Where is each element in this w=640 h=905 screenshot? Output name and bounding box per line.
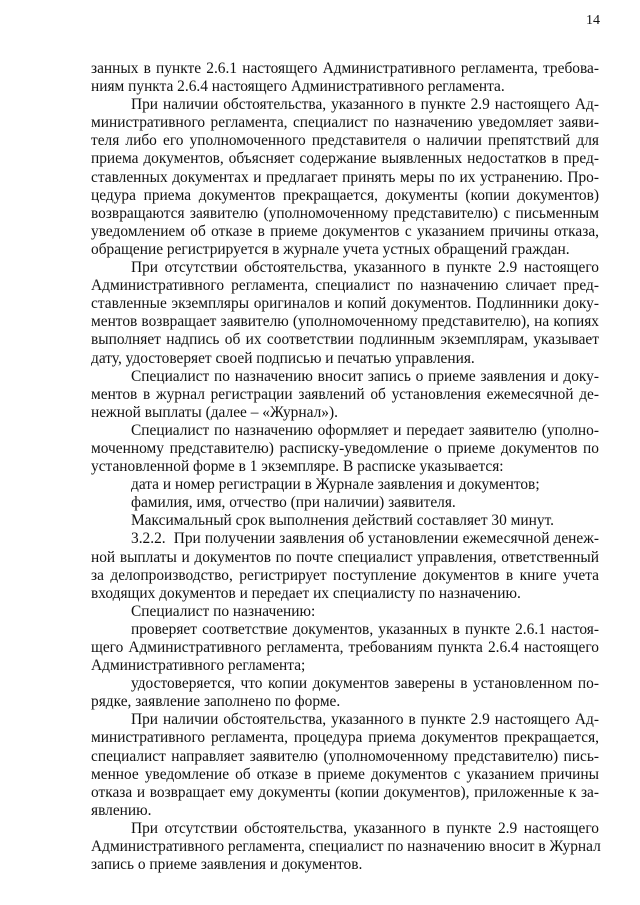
text-line: удостоверяется, что копии документов заверены в установленном по- <box>131 675 599 693</box>
paragraph <box>91 259 599 368</box>
text-line: ментов в журнал регистрации заявлений об установления ежемесячной де- <box>91 385 599 403</box>
text-line: фамилия, имя, отчество (при наличии) заявителя. <box>131 494 456 512</box>
paragraph <box>91 530 599 602</box>
text-line: Административного регламента, специалист по назначению вносит в Журнал <box>91 838 601 856</box>
text-line: отказа и возвращает ему документы (копии документов), приложенные к за- <box>91 783 599 801</box>
text-line: 3.2.2. При получении заявления об установлении ежемесячной денеж- <box>131 530 599 548</box>
text-line: Специалист по назначению оформляет и передает заявителю (уполно- <box>131 421 599 439</box>
paragraph <box>91 711 599 820</box>
text-line: нежной выплаты (далее – «Журнал»). <box>91 403 338 421</box>
paragraph <box>91 603 599 621</box>
text-line: моченному представителю) расписку-уведомление о приеме документов по <box>91 439 599 457</box>
paragraph <box>91 675 599 711</box>
text-line: уведомлением об отказе в приеме документов с указанием причины отказа, <box>91 222 599 240</box>
text-line: обращение регистрируется в журнале учета устных обращений граждан. <box>91 240 570 258</box>
text-line: дату, удостоверяет своей подписью и печатью управления. <box>91 349 475 367</box>
text-line: Максимальный срок выполнения действий составляет 30 минут. <box>131 512 554 530</box>
body-text <box>91 60 599 874</box>
text-line: теля либо его уполномоченного представителя о наличии препятствий для <box>91 132 599 150</box>
text-line: При отсутствии обстоятельства, указанного в пункте 2.9 настоящего <box>131 819 599 837</box>
paragraph <box>91 494 599 512</box>
text-line: цедура приема документов прекращается, документы (копии документов) <box>91 186 599 204</box>
paragraph <box>91 96 599 259</box>
paragraph <box>91 621 599 675</box>
text-line: приема документов, объясняет содержание выявленных недостатков в пред- <box>91 150 599 168</box>
text-line: менное уведомление об отказе в приеме документов с указанием причины <box>91 765 599 783</box>
text-line: за делопроизводство, регистрирует поступление документов в книге учета <box>91 566 599 584</box>
text-line: щего Административного регламента, требованиям пункта 2.6.4 настоящего <box>91 639 599 656</box>
text-line: ниям пункта 2.6.4 настоящего Административного регламента. <box>91 78 505 96</box>
text-line: При отсутствии обстоятельства, указанного в пункте 2.9 настоящего <box>131 259 599 277</box>
text-line: занных в пункте 2.6.1 настоящего Административного регламента, требова- <box>91 60 599 77</box>
text-line: ментов возвращает заявителю (уполномоченному представителю), на копиях <box>91 313 599 331</box>
text-line: проверяет соответствие документов, указанных в пункте 2.6.1 настоя- <box>131 620 599 638</box>
paragraph <box>91 60 599 96</box>
page-number: 14 <box>586 13 600 28</box>
paragraph <box>91 820 599 874</box>
text-line: Административного регламента, специалист по назначению сличает пред- <box>91 277 599 295</box>
text-line: ставленные экземпляры оригиналов и копий документов. Подлинники доку- <box>91 295 599 313</box>
text-line: ной выплаты и документов по почте специалист управления, ответственный <box>91 548 599 566</box>
paragraph <box>91 422 599 476</box>
text-line: министративного регламента, процедура приема документов прекращается, <box>91 729 599 747</box>
text-line: входящих документов и передает их специалисту по назначению. <box>91 584 521 602</box>
text-line: специалист направляет заявителю (уполномоченному представителю) пись- <box>91 747 599 765</box>
text-line: возвращаются заявителю (уполномоченному представителю) с письменным <box>91 204 599 222</box>
text-line: рядке, заявление заполнено по форме. <box>91 693 341 711</box>
text-line: выполняет надпись об их соответствии подлинным экземплярам, указывает <box>91 331 599 349</box>
text-line: Административного регламента; <box>91 657 306 675</box>
paragraph <box>91 368 599 422</box>
text-line: ставленных документах и предлагает принять меры по их устранению. Про- <box>91 168 599 186</box>
text-line: запись о приеме заявления и документов. <box>91 856 363 874</box>
text-line: Специалист по назначению вносит запись о приеме заявления и доку- <box>131 367 599 385</box>
paragraph <box>91 512 599 530</box>
text-line: установленной форме в 1 экземпляре. В расписке указывается: <box>91 458 504 476</box>
text-line: При наличии обстоятельства, указанного в пункте 2.9 настоящего Ад- <box>131 711 599 729</box>
text-line: министративного регламента, специалист по назначению уведомляет заяви- <box>91 114 599 132</box>
text-line: При наличии обстоятельства, указанного в пункте 2.9 настоящего Ад- <box>131 96 599 114</box>
text-line: явлению. <box>91 801 152 819</box>
text-line: дата и номер регистрации в Журнале заявления и документов; <box>131 476 540 494</box>
text-line: Специалист по назначению: <box>131 602 316 620</box>
paragraph <box>91 476 599 494</box>
